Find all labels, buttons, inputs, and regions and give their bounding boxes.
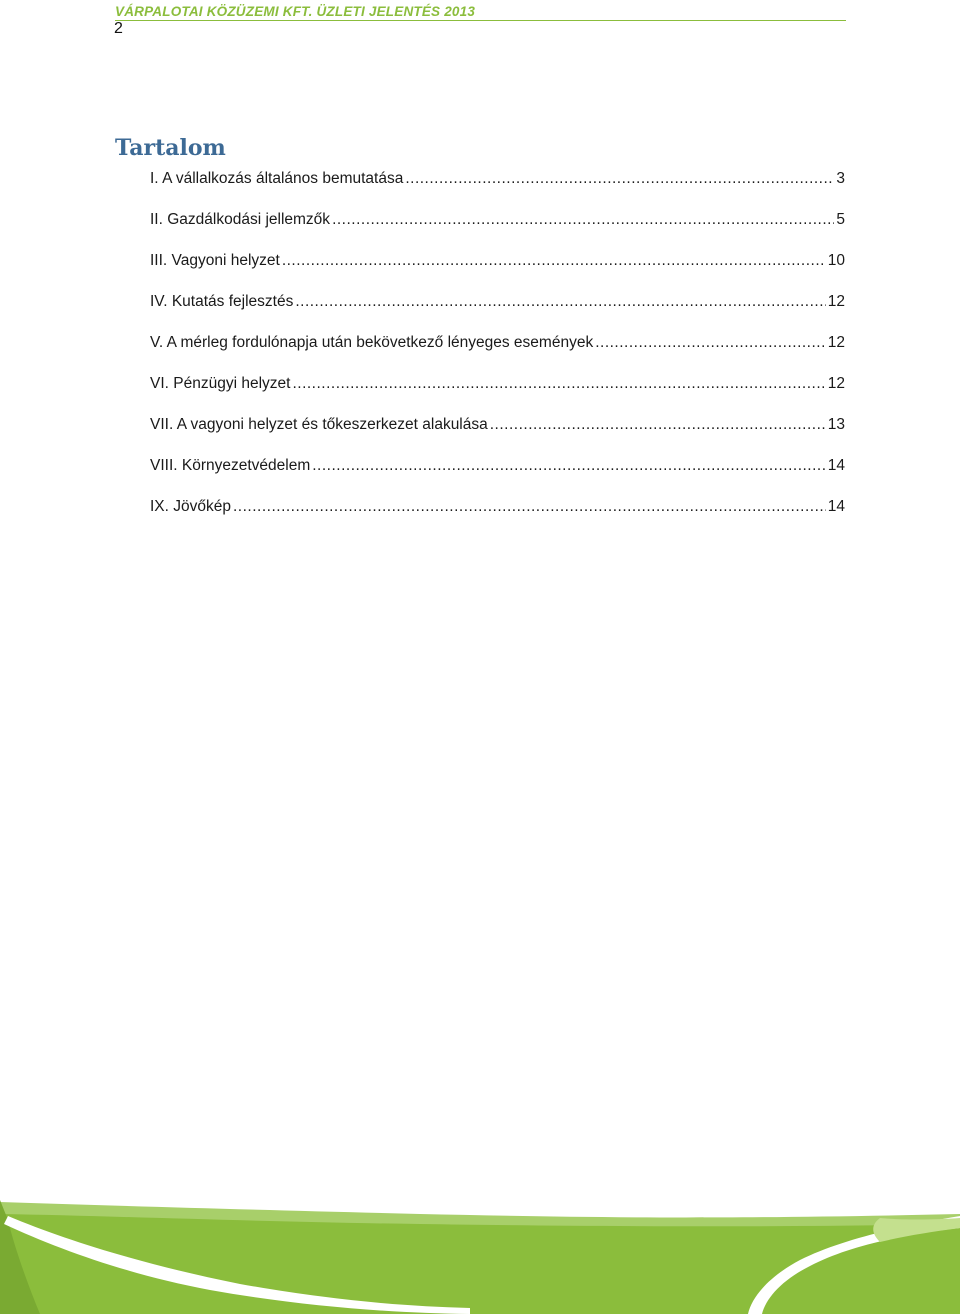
toc-leader-dots: [490, 414, 826, 436]
toc-entry[interactable]: [150, 209, 845, 231]
toc-entry[interactable]: [150, 373, 845, 395]
toc-entry[interactable]: [150, 250, 845, 272]
toc-entry-page: 12: [827, 375, 845, 392]
toc-leader-dots: [292, 373, 825, 395]
toc-leader-dots: [595, 332, 826, 354]
toc-leader-dots: [405, 168, 834, 190]
toc-leader-dots: [332, 209, 834, 231]
toc-entry-title: VII. A vagyoni helyzet és tőkeszerkezet alakulása: [150, 416, 488, 433]
toc-entry-page: 5: [836, 211, 845, 228]
toc-entry-title: III. Vagyoni helyzet: [150, 252, 280, 269]
toc-entry[interactable]: [150, 168, 845, 190]
header-title: VÁRPALOTAI KÖZÜZEMI KFT. ÜZLETI JELENTÉS 2013: [115, 4, 476, 19]
page-header: [115, 4, 846, 20]
toc-entry[interactable]: [150, 496, 845, 518]
toc-entry[interactable]: [150, 332, 845, 354]
toc-heading: Tartalom: [115, 135, 226, 161]
toc-entry-page: 14: [827, 498, 845, 515]
toc-entry[interactable]: [150, 455, 845, 477]
page-number: 2: [114, 20, 123, 37]
toc-entry[interactable]: [150, 291, 845, 313]
toc-leader-dots: [233, 496, 826, 518]
toc-entry-page: 12: [827, 293, 845, 310]
header-rule: [115, 20, 846, 21]
toc-entry-title: II. Gazdálkodási jellemzők: [150, 211, 331, 228]
toc-entry-page: 12: [827, 334, 845, 351]
toc-entry-title: IV. Kutatás fejlesztés: [150, 293, 294, 310]
footer-green-swoosh-graphic: [0, 1180, 960, 1314]
toc-leader-dots: [295, 291, 825, 313]
toc-leader-dots: [282, 250, 826, 272]
toc-entry-title: VI. Pénzügyi helyzet: [150, 375, 291, 392]
toc-entry-title: IX. Jövőkép: [150, 498, 231, 515]
toc-entry-page: 14: [827, 457, 845, 474]
toc-entry-page: 10: [827, 252, 845, 269]
toc-entry[interactable]: [150, 414, 845, 436]
toc-entry-title: I. A vállalkozás általános bemutatása: [150, 170, 404, 187]
toc-entry-page: 13: [827, 416, 845, 433]
toc-entry-title: VIII. Környezetvédelem: [150, 457, 311, 474]
toc-entry-title: V. A mérleg fordulónapja után bekövetkező lényeges események: [150, 334, 594, 351]
toc-entry-page: 3: [836, 170, 845, 187]
toc-leader-dots: [312, 455, 826, 477]
